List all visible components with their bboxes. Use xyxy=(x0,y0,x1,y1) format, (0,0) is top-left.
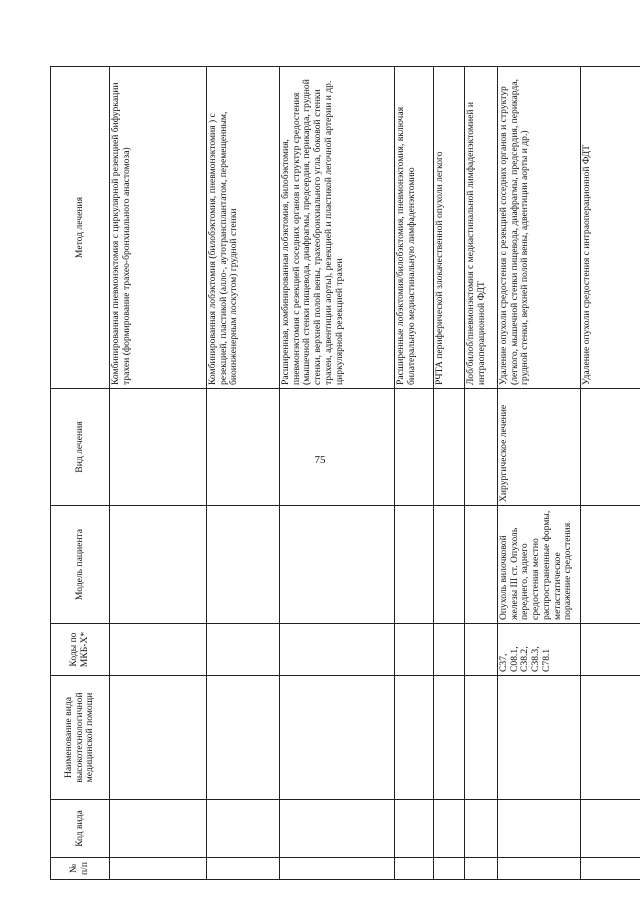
rotated-sheet xyxy=(50,67,610,880)
model-cell xyxy=(434,506,465,624)
type-cell xyxy=(395,389,434,506)
header-type: Вид лечения xyxy=(51,389,110,506)
type-cell xyxy=(110,389,207,506)
header-method: Метод лечения xyxy=(51,67,110,389)
table-row xyxy=(395,67,434,880)
icd-cell: C37, C08.1, C38.2, C38.3, C78.1 xyxy=(498,624,581,676)
method-cell: Расширенные лобэктомия/билобэктомия, пневмонэктомия, включая билатеральную медиастинальную лимфаденэктомию xyxy=(395,67,434,389)
model-cell xyxy=(465,506,498,624)
method-cell: РЧТА периферической злокачественной опухоли легкого xyxy=(434,67,465,389)
method-cell: Удаление опухоли средостения с резекцией соседних органов и структур (легкого, мышечной стенки пищевода, диафрагмы, предсердия, перикарда, грудной стенки, верхней полой вены, адвентиции аорты и др.) xyxy=(498,67,581,389)
icd-cell xyxy=(581,624,640,676)
icd-cell xyxy=(207,624,280,676)
icd-cell xyxy=(280,624,395,676)
table-row xyxy=(280,67,395,880)
icd-cell xyxy=(465,624,498,676)
method-cell: Удаление опухоли средостения с интраоперационной ФДТ xyxy=(581,67,640,389)
table-header-row xyxy=(51,67,110,880)
header-model: Модель пациента xyxy=(51,506,110,624)
method-cell: Комбинированная лобэктомия (билобэктомия, пневмонэктомия ) с резекцией, пластикой (алло-, аутотрансплантатом, перемещенным, биоинженерным лоскутом) грудной стенки xyxy=(207,67,280,389)
icd-cell xyxy=(110,624,207,676)
model-cell: Опухоль вилочковой железы III ст. Опухоль переднего, заднего средостения местно распространенные формы, метастатическое поражение средостения xyxy=(498,506,581,624)
type-cell xyxy=(207,389,280,506)
table-row xyxy=(110,67,207,880)
method-cell: Расширенная, комбинированная лобэктомия, билобэктомия, пневмонэктомия с резекцией соседних органов и структур средостения (мышечной стенки пищевода, диафрагмы, предсердия, перикарда, грудной стенки, верхней полой вены, трахеобронхиального угла, боковой стенки трахеи, адвентиции аорты), резекцией и пластикой легочной артерии и др. циркулярной резекцией трахеи xyxy=(280,67,395,389)
icd-cell xyxy=(395,624,434,676)
header-icd: Коды по МКБ-X* xyxy=(51,624,110,676)
method-cell: Лоб/билоб/пневмонэктомия с медиастинальной лимфаденэктомией и интраоперационной ФДТ xyxy=(465,67,498,389)
type-cell xyxy=(465,389,498,506)
table-row xyxy=(207,67,280,880)
model-cell xyxy=(110,506,207,624)
method-cell: Комбинированная пневмонэктомия с циркулярной резекцией бифуркации трахеи (формирование трахео-бронхиального анастомоза) xyxy=(110,67,207,389)
header-num: № п/п xyxy=(51,858,110,880)
type-cell xyxy=(581,389,640,506)
type-cell xyxy=(280,389,395,506)
table-row xyxy=(434,67,465,880)
page-number: 75 xyxy=(314,454,326,466)
type-cell: Хирургическое лечение xyxy=(498,389,581,506)
icd-cell xyxy=(434,624,465,676)
treatment-table xyxy=(50,66,640,880)
model-cell xyxy=(280,506,395,624)
type-cell xyxy=(434,389,465,506)
model-cell xyxy=(581,506,640,624)
table-row xyxy=(465,67,498,880)
table-row xyxy=(581,67,640,880)
header-name: Наименование вида высокотехнологичной медицинской помощи xyxy=(51,676,110,800)
header-code: Код вида xyxy=(51,800,110,858)
model-cell xyxy=(395,506,434,624)
model-cell xyxy=(207,506,280,624)
table-row xyxy=(498,67,581,880)
